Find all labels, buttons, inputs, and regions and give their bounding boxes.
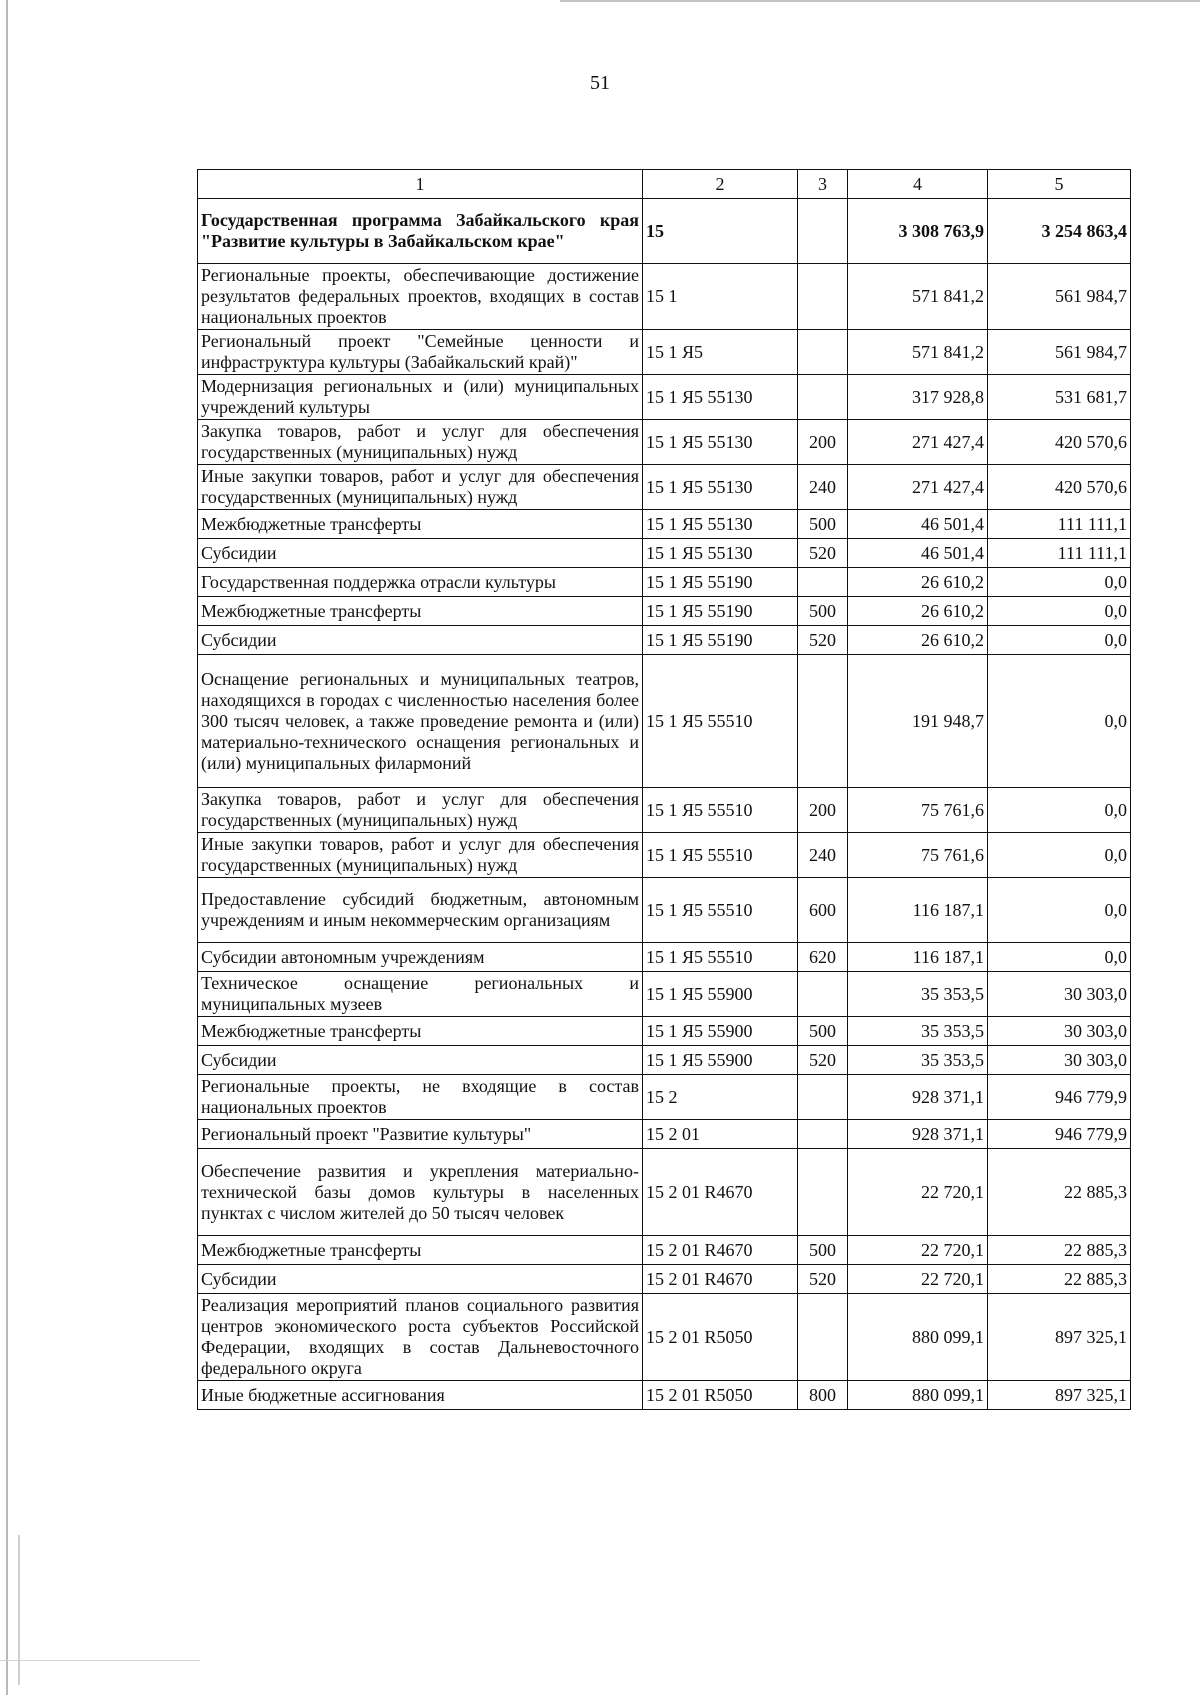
- row-expense-type-cell: 500: [798, 1236, 848, 1265]
- row-expense-type-cell: [798, 655, 848, 788]
- row-amount-year2-cell: 897 325,1: [988, 1381, 1131, 1410]
- row-code-cell: 15 2 01 R4670: [643, 1236, 798, 1265]
- header-col-1: 1: [198, 170, 643, 199]
- row-name-cell: Оснащение региональных и муниципальных театров, находящихся в городах с численностью населения более 300 тысяч человек, а также проведение ремонта и (или) материально-технического оснащения региональных и (или) муниципальных филармоний: [198, 655, 643, 788]
- row-expense-type-cell: [798, 1294, 848, 1381]
- row-name-cell: Субсидии: [198, 1046, 643, 1075]
- row-name-cell: Региональный проект "Семейные ценности и инфраструктура культуры (Забайкальский край)": [198, 330, 643, 375]
- row-expense-type-cell: [798, 199, 848, 264]
- table-row: [198, 597, 1131, 626]
- row-code-cell: 15 1 Я5 55900: [643, 1017, 798, 1046]
- row-name-cell: Межбюджетные трансферты: [198, 510, 643, 539]
- row-amount-year1-cell: 75 761,6: [848, 833, 988, 878]
- row-expense-type-cell: 500: [798, 1017, 848, 1046]
- row-amount-year2-cell: 30 303,0: [988, 1046, 1131, 1075]
- row-amount-year1-cell: 75 761,6: [848, 788, 988, 833]
- row-expense-type-cell: 520: [798, 1265, 848, 1294]
- table-row: [198, 568, 1131, 597]
- row-amount-year2-cell: 531 681,7: [988, 375, 1131, 420]
- row-name-cell: Техническое оснащение региональных и муниципальных музеев: [198, 972, 643, 1017]
- row-code-cell: 15 1 Я5 55510: [643, 788, 798, 833]
- row-amount-year1-cell: 3 308 763,9: [848, 199, 988, 264]
- header-col-4: 4: [848, 170, 988, 199]
- row-amount-year1-cell: 880 099,1: [848, 1381, 988, 1410]
- table-row: [198, 833, 1131, 878]
- row-expense-type-cell: 240: [798, 465, 848, 510]
- row-code-cell: 15 1 Я5 55130: [643, 375, 798, 420]
- scan-edge-top: [560, 0, 1200, 2]
- table-row: [198, 1017, 1131, 1046]
- table-row: [198, 943, 1131, 972]
- row-code-cell: 15 1 Я5 55510: [643, 655, 798, 788]
- row-amount-year1-cell: 116 187,1: [848, 878, 988, 943]
- row-expense-type-cell: [798, 568, 848, 597]
- row-name-cell: Закупка товаров, работ и услуг для обеспечения государственных (муниципальных) нужд: [198, 420, 643, 465]
- row-code-cell: 15 1 Я5 55190: [643, 568, 798, 597]
- row-code-cell: 15 1 Я5 55130: [643, 539, 798, 568]
- table-header-row: [198, 170, 1131, 199]
- row-amount-year2-cell: 420 570,6: [988, 465, 1131, 510]
- row-amount-year1-cell: 116 187,1: [848, 943, 988, 972]
- row-amount-year1-cell: 35 353,5: [848, 1046, 988, 1075]
- table-row: [198, 972, 1131, 1017]
- row-amount-year2-cell: 946 779,9: [988, 1075, 1131, 1120]
- row-name-cell: Межбюджетные трансферты: [198, 597, 643, 626]
- row-name-cell: Обеспечение развития и укрепления материально-технической базы домов культуры в населенных пунктах с числом жителей до 50 тысяч человек: [198, 1149, 643, 1236]
- row-amount-year2-cell: 0,0: [988, 943, 1131, 972]
- row-expense-type-cell: [798, 1120, 848, 1149]
- row-amount-year2-cell: 0,0: [988, 568, 1131, 597]
- row-code-cell: 15 2 01: [643, 1120, 798, 1149]
- row-expense-type-cell: 500: [798, 510, 848, 539]
- row-code-cell: 15 2 01 R5050: [643, 1381, 798, 1410]
- row-amount-year1-cell: 880 099,1: [848, 1294, 988, 1381]
- table-row: [198, 375, 1131, 420]
- row-amount-year1-cell: 22 720,1: [848, 1149, 988, 1236]
- table-row: [198, 1149, 1131, 1236]
- table-row: [198, 1294, 1131, 1381]
- row-amount-year1-cell: 26 610,2: [848, 597, 988, 626]
- row-amount-year1-cell: 571 841,2: [848, 264, 988, 330]
- row-amount-year2-cell: 897 325,1: [988, 1294, 1131, 1381]
- row-amount-year2-cell: 561 984,7: [988, 330, 1131, 375]
- scan-mark: [18, 1535, 20, 1685]
- row-amount-year1-cell: 271 427,4: [848, 420, 988, 465]
- row-amount-year2-cell: 30 303,0: [988, 1017, 1131, 1046]
- row-name-cell: Иные бюджетные ассигнования: [198, 1381, 643, 1410]
- row-name-cell: Региональные проекты, не входящие в состав национальных проектов: [198, 1075, 643, 1120]
- table-row: [198, 420, 1131, 465]
- row-expense-type-cell: [798, 330, 848, 375]
- scan-edge-left: [6, 0, 8, 1695]
- table-row: [198, 655, 1131, 788]
- row-amount-year2-cell: 0,0: [988, 878, 1131, 943]
- table-row: [198, 1075, 1131, 1120]
- row-amount-year2-cell: 22 885,3: [988, 1149, 1131, 1236]
- table-row: [198, 1265, 1131, 1294]
- row-expense-type-cell: 520: [798, 539, 848, 568]
- row-code-cell: 15 1 Я5 55190: [643, 626, 798, 655]
- row-amount-year1-cell: 317 928,8: [848, 375, 988, 420]
- row-amount-year1-cell: 928 371,1: [848, 1120, 988, 1149]
- row-name-cell: Субсидии автономным учреждениям: [198, 943, 643, 972]
- table-row: [198, 1236, 1131, 1265]
- row-name-cell: Иные закупки товаров, работ и услуг для обеспечения государственных (муниципальных) нужд: [198, 833, 643, 878]
- row-amount-year2-cell: 0,0: [988, 788, 1131, 833]
- row-code-cell: 15 1 Я5 55130: [643, 420, 798, 465]
- row-name-cell: Предоставление субсидий бюджетным, автономным учреждениям и иным некоммерческим организациям: [198, 878, 643, 943]
- row-name-cell: Государственная поддержка отрасли культуры: [198, 568, 643, 597]
- row-name-cell: Государственная программа Забайкальского края "Развитие культуры в Забайкальском крае": [198, 199, 643, 264]
- row-name-cell: Межбюджетные трансферты: [198, 1017, 643, 1046]
- row-amount-year2-cell: 420 570,6: [988, 420, 1131, 465]
- row-code-cell: 15 2 01 R4670: [643, 1149, 798, 1236]
- table-row: [198, 1046, 1131, 1075]
- row-name-cell: Закупка товаров, работ и услуг для обеспечения государственных (муниципальных) нужд: [198, 788, 643, 833]
- row-name-cell: Реализация мероприятий планов социального развития центров экономического роста субъектов Российской Федерации, входящих в состав Дальневосточного федерального округа: [198, 1294, 643, 1381]
- row-name-cell: Субсидии: [198, 539, 643, 568]
- row-expense-type-cell: 520: [798, 1046, 848, 1075]
- row-amount-year1-cell: 46 501,4: [848, 539, 988, 568]
- table-body: [198, 170, 1131, 1410]
- row-code-cell: 15 1 Я5 55900: [643, 972, 798, 1017]
- row-code-cell: 15 1: [643, 264, 798, 330]
- scan-line-bottom: [0, 1660, 200, 1661]
- budget-table: [197, 169, 1131, 1410]
- header-col-3: 3: [798, 170, 848, 199]
- row-amount-year2-cell: 0,0: [988, 626, 1131, 655]
- table-row: [198, 1381, 1131, 1410]
- row-name-cell: Модернизация региональных и (или) муниципальных учреждений культуры: [198, 375, 643, 420]
- row-amount-year2-cell: 111 111,1: [988, 510, 1131, 539]
- row-name-cell: Межбюджетные трансферты: [198, 1236, 643, 1265]
- row-name-cell: Субсидии: [198, 626, 643, 655]
- row-code-cell: 15 2 01 R5050: [643, 1294, 798, 1381]
- row-expense-type-cell: 240: [798, 833, 848, 878]
- row-amount-year1-cell: 35 353,5: [848, 1017, 988, 1046]
- row-amount-year1-cell: 928 371,1: [848, 1075, 988, 1120]
- row-expense-type-cell: [798, 375, 848, 420]
- row-expense-type-cell: [798, 264, 848, 330]
- row-expense-type-cell: 620: [798, 943, 848, 972]
- row-amount-year2-cell: 30 303,0: [988, 972, 1131, 1017]
- row-code-cell: 15 2: [643, 1075, 798, 1120]
- row-amount-year2-cell: 946 779,9: [988, 1120, 1131, 1149]
- table-row: [198, 626, 1131, 655]
- row-code-cell: 15 1 Я5 55190: [643, 597, 798, 626]
- row-amount-year2-cell: 22 885,3: [988, 1265, 1131, 1294]
- row-amount-year2-cell: 0,0: [988, 655, 1131, 788]
- row-amount-year1-cell: 22 720,1: [848, 1265, 988, 1294]
- row-amount-year1-cell: 35 353,5: [848, 972, 988, 1017]
- table-row: [198, 199, 1131, 264]
- table-row: [198, 788, 1131, 833]
- row-amount-year1-cell: 271 427,4: [848, 465, 988, 510]
- table-row: [198, 1120, 1131, 1149]
- header-col-5: 5: [988, 170, 1131, 199]
- table-row: [198, 878, 1131, 943]
- row-amount-year1-cell: 571 841,2: [848, 330, 988, 375]
- row-code-cell: 15: [643, 199, 798, 264]
- row-code-cell: 15 2 01 R4670: [643, 1265, 798, 1294]
- row-expense-type-cell: 800: [798, 1381, 848, 1410]
- row-name-cell: Субсидии: [198, 1265, 643, 1294]
- row-code-cell: 15 1 Я5 55510: [643, 943, 798, 972]
- row-expense-type-cell: [798, 1149, 848, 1236]
- row-code-cell: 15 1 Я5 55130: [643, 465, 798, 510]
- row-amount-year2-cell: 0,0: [988, 833, 1131, 878]
- page-number: 51: [590, 72, 610, 94]
- row-amount-year1-cell: 191 948,7: [848, 655, 988, 788]
- row-code-cell: 15 1 Я5 55510: [643, 833, 798, 878]
- table-row: [198, 510, 1131, 539]
- row-amount-year2-cell: 561 984,7: [988, 264, 1131, 330]
- row-amount-year2-cell: 0,0: [988, 597, 1131, 626]
- table-row: [198, 330, 1131, 375]
- row-expense-type-cell: [798, 972, 848, 1017]
- row-expense-type-cell: 200: [798, 788, 848, 833]
- table-row: [198, 539, 1131, 568]
- row-code-cell: 15 1 Я5 55900: [643, 1046, 798, 1075]
- row-amount-year2-cell: 3 254 863,4: [988, 199, 1131, 264]
- row-amount-year1-cell: 26 610,2: [848, 568, 988, 597]
- row-expense-type-cell: [798, 1075, 848, 1120]
- row-amount-year1-cell: 26 610,2: [848, 626, 988, 655]
- row-expense-type-cell: 200: [798, 420, 848, 465]
- table-row: [198, 465, 1131, 510]
- row-name-cell: Региональный проект "Развитие культуры": [198, 1120, 643, 1149]
- row-amount-year1-cell: 46 501,4: [848, 510, 988, 539]
- header-col-2: 2: [643, 170, 798, 199]
- row-name-cell: Иные закупки товаров, работ и услуг для обеспечения государственных (муниципальных) нужд: [198, 465, 643, 510]
- row-expense-type-cell: 500: [798, 597, 848, 626]
- row-amount-year2-cell: 22 885,3: [988, 1236, 1131, 1265]
- row-expense-type-cell: 600: [798, 878, 848, 943]
- row-code-cell: 15 1 Я5 55130: [643, 510, 798, 539]
- row-amount-year1-cell: 22 720,1: [848, 1236, 988, 1265]
- row-name-cell: Региональные проекты, обеспечивающие достижение результатов федеральных проектов, входящих в состав национальных проектов: [198, 264, 643, 330]
- row-amount-year2-cell: 111 111,1: [988, 539, 1131, 568]
- row-expense-type-cell: 520: [798, 626, 848, 655]
- table-row: [198, 264, 1131, 330]
- row-code-cell: 15 1 Я5: [643, 330, 798, 375]
- row-code-cell: 15 1 Я5 55510: [643, 878, 798, 943]
